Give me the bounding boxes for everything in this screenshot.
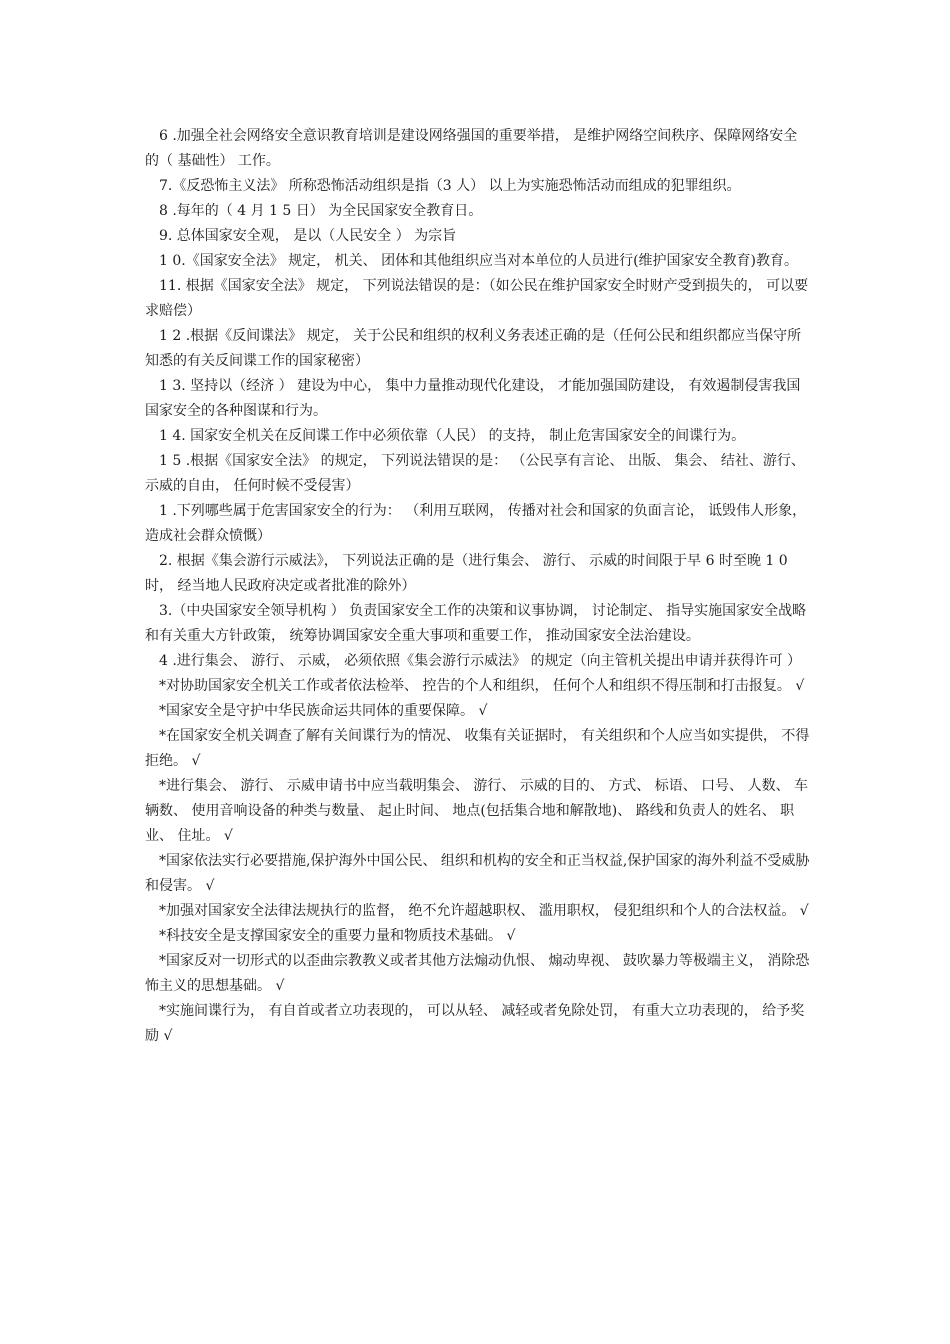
question-14: 1 4. 国家安全机关在反间谍工作中必须依靠（人民） 的支持， 制止危害国家安全的间谍行为。 [159, 428, 746, 444]
true-false-item: *国家反对一切形式的以歪曲宗教教义或者其他方法煽动仇恨、 煽动卑视、 鼓吹暴力等极端主义， 消除恐怖主义的思想基础。 √ [145, 953, 810, 994]
true-false-item: *在国家安全机关调查了解有关间谍行为的情况、 收集有关证据时， 有关组织和个人应当如实提供， 不得拒绝。 √ [145, 728, 810, 769]
true-false-item: *科技安全是支撑国家安全的重要力量和物质技术基础。 √ [159, 928, 516, 944]
question-15: 1 5 .根据《国家安全法》 的规定， 下列说法错误的是： （公民享有言论、 出版、 集会、 结社、游行、 示威的自由， 任何时候不受侵害） [145, 453, 805, 494]
question-10: 1 0.《国家安全法》 规定， 机关、 团体和其他组织应当对本单位的人员进行(维护国家安全教育)教育。 [159, 253, 798, 269]
document-body [145, 124, 810, 1049]
question-7: 7.《反恐怖主义法》 所称恐怖活动组织是指（3 人） 以上为实施恐怖活动而组成的犯罪组织。 [159, 178, 741, 194]
multi-question-3: 3.（中央国家安全领导机构 ） 负责国家安全工作的决策和议事协调， 讨论制定、 指导实施国家安全战略和有关重大方针政策， 统筹协调国家安全重大事项和重要工作， 推动国家安全法治建设。 [145, 603, 807, 644]
true-false-item: *进行集会、 游行、 示威申请书中应当载明集会、 游行、 示威的目的、 方式、 标语、 口号、 人数、 车辆数、 使用音响设备的种类与数量、 起止时间、 地点(包括集合地和解散地)、 路线和负责人的姓名、 职业、 住址。 √ [145, 778, 809, 844]
true-false-item: *加强对国家安全法律法规执行的监督， 绝不允许超越职权、 滥用职权， 侵犯组织和个人的合法权益。 √ [159, 903, 809, 919]
question-13: 1 3. 坚持以（经济 ） 建设为中心， 集中力量推动现代化建设， 才能加强国防建设， 有效遏制侵害我国国家安全的各种图谋和行为。 [145, 378, 801, 419]
question-9: 9. 总体国家安全观， 是以（人民安全 ） 为宗旨 [159, 228, 457, 244]
true-false-item: *实施间谍行为， 有自首或者立功表现的， 可以从轻、 减轻或者免除处罚， 有重大立功表现的， 给予奖励 √ [145, 1003, 805, 1044]
true-false-item: *对协助国家安全机关工作或者依法检举、 控告的个人和组织， 任何个人和组织不得压制和打击报复。 √ [159, 678, 805, 694]
true-false-item: *国家安全是守护中华民族命运共同体的重要保障。 √ [159, 703, 488, 719]
question-11: 11. 根据《国家安全法》 规定， 下列说法错误的是：（如公民在维护国家安全时财产受到损失的， 可以要求赔偿） [145, 278, 809, 319]
question-6: 6 .加强全社会网络安全意识教育培训是建设网络强国的重要举措， 是维护网络空间秩序、保障网络安全的（ 基础性） 工作。 [145, 128, 798, 169]
multi-question-2: 2. 根据《集会游行示威法》， 下列说法正确的是（进行集会、 游行、 示威的时间限于早 6 时至晚 1 0 时， 经当地人民政府决定或者批准的除外） [145, 553, 788, 594]
true-false-item: *国家依法实行必要措施,保护海外中国公民、 组织和机构的安全和正当权益,保护国家的海外利益不受威胁和侵害。 √ [145, 853, 810, 894]
multi-question-1: 1 .下列哪些属于危害国家安全的行为： （利用互联网， 传播对社会和国家的负面言论， 诋毁伟人形象， 造成社会群众愤慨） [145, 503, 807, 544]
question-8: 8 .每年的（ 4 月 1 5 日） 为全民国家安全教育日。 [159, 203, 483, 219]
multi-question-4: 4 .进行集会、 游行、 示威， 必须依照《集会游行示威法》 的规定（向主管机关提出申请并获得许可 ） [159, 653, 802, 669]
question-12: 1 2 .根据《反间谍法》 规定， 关于公民和组织的权利义务表述正确的是（任何公民和组织都应当保守所知悉的有关反间谍工作的国家秘密） [145, 328, 802, 369]
